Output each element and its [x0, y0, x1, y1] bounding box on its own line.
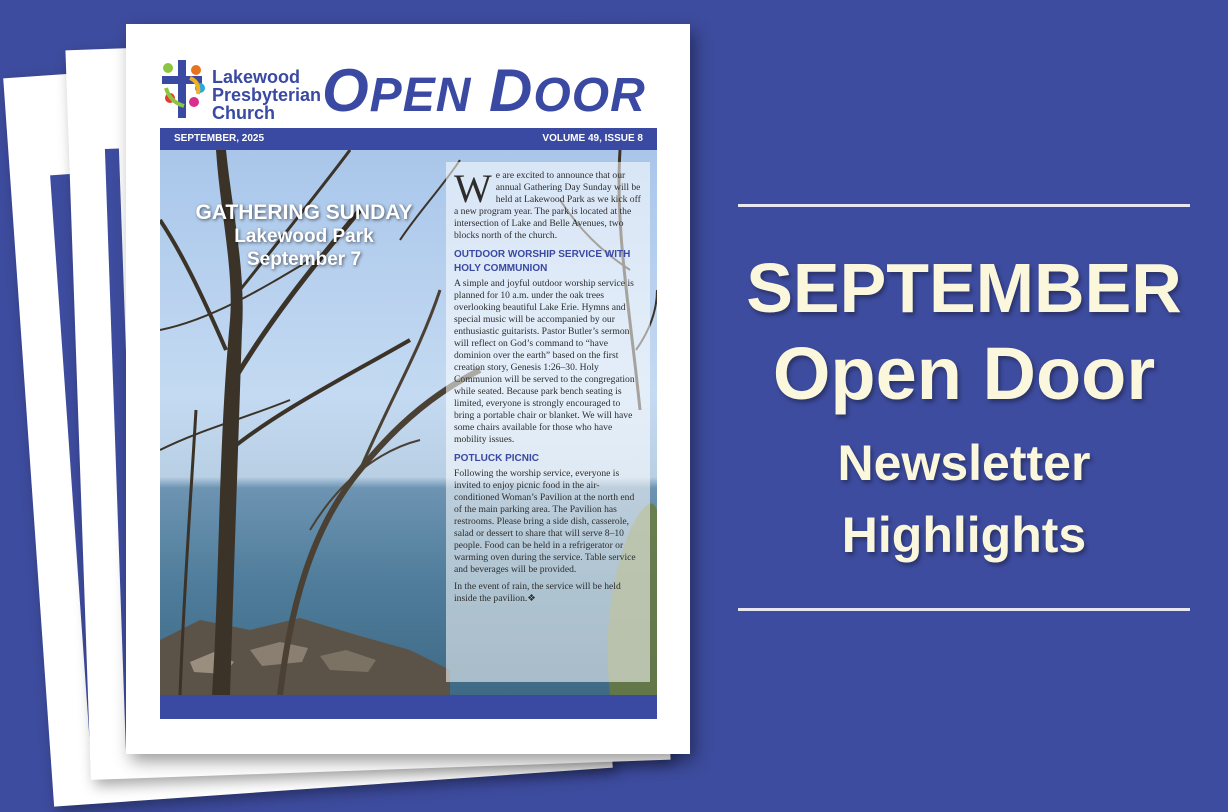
newsletter-cover	[126, 24, 690, 754]
photo-heading-line: GATHERING SUNDAY	[195, 201, 413, 224]
headline-subtitle: Newsletter	[837, 435, 1091, 491]
headline-panel	[718, 0, 1228, 812]
issue-date: SEPTEMBER, 2025	[174, 133, 265, 144]
church-logo-icon	[160, 58, 212, 120]
section-body: A simple and joyful outdoor worship service is planned for 10 a.m. under the oak trees overlooking beautiful Lake Erie. Hymns and special music will be accompanied by our enthusiastic guitarists. Pastor Butler’s sermon will reflect on God’s command to “have dominion over the earth” based on the first creation story, Genesis 1:26–30. Holy Communion will be served to the congregation while seated. Because park bench seating is limited, everyone is strongly encouraged to bring a portable chair or blanket. We will have some chairs available for those who have mobility issues.	[454, 278, 635, 445]
issue-volume: VOLUME 49, ISSUE 8	[542, 133, 643, 144]
title-letter: D	[489, 57, 534, 124]
title-letters: PEN	[369, 69, 472, 122]
article-panel	[446, 162, 650, 682]
section-heading: OUTDOOR WORSHIP SERVICE WITH HOLY COMMUNION	[454, 249, 631, 274]
article-closing: In the event of rain, the service will be held inside the pavilion.❖	[454, 581, 621, 604]
title-letters: OOR	[533, 69, 646, 122]
masthead	[126, 24, 690, 128]
drop-cap: W	[454, 166, 492, 211]
article-intro	[454, 162, 642, 242]
headline-subtitle: Highlights	[841, 507, 1087, 563]
church-name	[212, 68, 321, 122]
footer-bar	[160, 695, 657, 719]
section-body: Following the worship service, everyone is invited to enjoy picnic food in the air-conditioned Woman’s Pavilion at the north end of the main parking area. The Pavilion has restrooms. Please bring a side dish, casserole, salad or dessert to share that will serve 8–10 people. Food can be held in a refrigerator or warming oven during the service. Table service and beverages will be provided.	[454, 468, 636, 575]
divider-bottom	[738, 608, 1190, 611]
photo-heading-line: Lakewood Park	[234, 226, 374, 247]
title-letter: O	[322, 57, 370, 124]
divider-top	[738, 204, 1190, 207]
newsletter-title	[322, 56, 646, 131]
issue-bar	[160, 128, 657, 150]
headline-month: SEPTEMBER	[746, 249, 1182, 327]
church-name-line: Lakewood	[212, 67, 301, 87]
headline-title: Open Door	[772, 332, 1156, 415]
photo-heading	[174, 200, 434, 271]
section-heading: POTLUCK PICNIC	[454, 453, 539, 464]
church-name-line: Church	[212, 103, 275, 123]
article-intro-text: e are excited to announce that our annual Gathering Day Sunday will be held at Lakewood Park as we kick off a new program year. The park is located at the intersection of Lake and Belle Avenues, two blocks north of the church.	[454, 170, 641, 241]
church-name-line: Presbyterian	[212, 85, 322, 105]
photo-heading-line: September 7	[246, 249, 362, 270]
cover-photo	[160, 150, 657, 695]
